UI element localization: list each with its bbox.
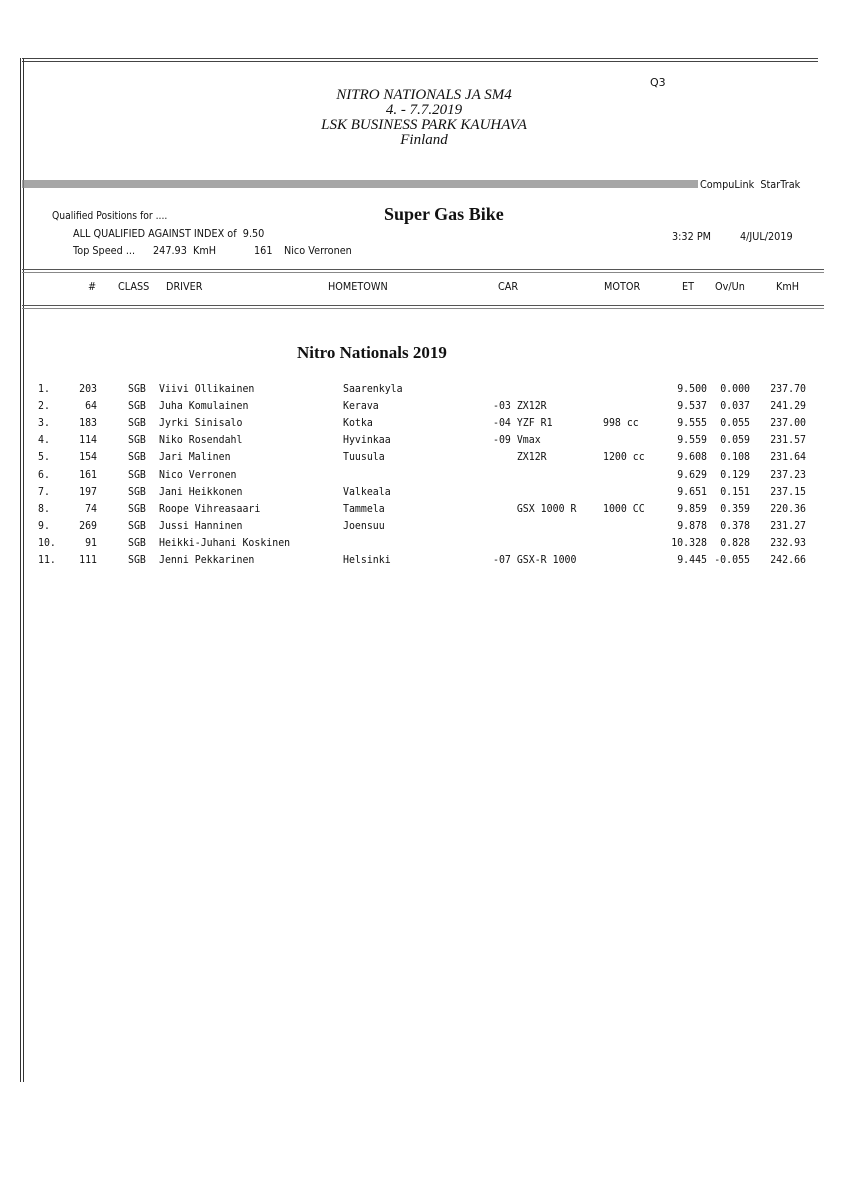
cell-car-number: 74 [85, 501, 97, 515]
table-row [0, 485, 848, 502]
header-top-rule [22, 269, 824, 273]
cell-car: GSX 1000 R [493, 501, 577, 515]
cell-hometown: Helsinki [343, 553, 391, 566]
top-speed-number: 161 [254, 244, 273, 257]
top-speed-value: 247.93 KmH [153, 244, 217, 257]
cell-et: 9.537 [677, 399, 707, 413]
cell-kmh: 231.27 [770, 518, 806, 532]
report-time: 3:32 PM [672, 230, 712, 243]
cell-kmh: 232.93 [770, 535, 806, 549]
cell-driver: Niko Rosendahl [159, 433, 243, 447]
table-row [0, 399, 848, 416]
cell-car: -09 Vmax [493, 433, 541, 447]
cell-kmh: 231.64 [770, 450, 806, 464]
event-country: Finland [400, 132, 448, 148]
cell-car-number: 197 [79, 484, 97, 498]
cell-kmh: 220.36 [770, 501, 806, 515]
cell-et: 9.629 [677, 467, 707, 481]
cell-hometown: Tuusula [343, 450, 385, 464]
cell-car-number: 161 [79, 467, 97, 481]
cell-kmh: 231.57 [770, 433, 806, 447]
index-line: ALL QUALIFIED AGAINST INDEX of 9.50 [73, 227, 265, 240]
table-row [0, 468, 848, 485]
cell-et: 9.878 [677, 518, 707, 532]
cell-et: 9.445 [677, 553, 707, 566]
cell-kmh: 241.29 [770, 399, 806, 413]
cell-hometown: Valkeala [343, 484, 391, 498]
event-name: NITRO NATIONALS JA SM4 [336, 87, 512, 103]
cell-hometown: Kerava [343, 399, 379, 413]
top-border [22, 58, 818, 62]
cell-position: 10. [38, 535, 56, 549]
cell-class: SGB [128, 450, 146, 464]
cell-class: SGB [128, 382, 146, 395]
cell-et: 9.608 [677, 450, 707, 464]
cell-et: 9.500 [677, 382, 707, 395]
cell-position: 3. [38, 416, 50, 430]
cell-hometown: Tammela [343, 501, 385, 515]
header-bottom-rule [22, 305, 824, 309]
cell-car: ZX12R [493, 450, 547, 464]
event-venue: LSK BUSINESS PARK KAUHAVA [321, 117, 527, 133]
cell-car-number: 114 [79, 433, 97, 447]
class-title: Super Gas Bike [384, 204, 504, 224]
cell-car-number: 203 [79, 382, 97, 395]
cell-kmh: 237.23 [770, 467, 806, 481]
col-header-car: CAR [498, 280, 519, 293]
cell-ov-un: 0.108 [720, 450, 750, 464]
cell-driver: Jenni Pekkarinen [159, 553, 255, 566]
dotted-separator [22, 180, 698, 188]
col-header-num: # [88, 280, 97, 293]
cell-car-number: 91 [85, 535, 97, 549]
cell-kmh: 237.15 [770, 484, 806, 498]
col-header-ovun: Ov/Un [715, 280, 745, 293]
cell-driver: Jyrki Sinisalo [159, 416, 243, 430]
system-label: CompuLink StarTrak [700, 178, 801, 191]
left-border [20, 58, 24, 1082]
cell-ov-un: 0.828 [720, 535, 750, 549]
cell-position: 6. [38, 467, 50, 481]
results-subtitle: Nitro Nationals 2019 [297, 343, 447, 362]
cell-driver: Heikki-Juhani Koskinen [159, 535, 291, 549]
cell-kmh: 237.00 [770, 416, 806, 430]
table-row [0, 433, 848, 450]
cell-class: SGB [128, 433, 146, 447]
cell-car-number: 111 [79, 553, 97, 566]
cell-car-number: 183 [79, 416, 97, 430]
cell-ov-un: 0.129 [720, 467, 750, 481]
cell-ov-un: 0.055 [720, 416, 750, 430]
table-row [0, 382, 848, 399]
table-row [0, 536, 848, 553]
cell-position: 4. [38, 433, 50, 447]
cell-ov-un: 0.000 [720, 382, 750, 395]
report-date: 4/JUL/2019 [740, 230, 793, 243]
cell-ov-un: 0.359 [720, 501, 750, 515]
cell-et: 9.651 [677, 484, 707, 498]
cell-motor: 1000 CC [603, 501, 645, 515]
col-header-class: CLASS [118, 280, 150, 293]
cell-position: 1. [38, 382, 50, 395]
cell-kmh: 237.70 [770, 382, 806, 395]
session-label: Q3 [650, 76, 666, 89]
cell-driver: Jani Heikkonen [159, 484, 243, 498]
cell-class: SGB [128, 553, 146, 566]
cell-class: SGB [128, 399, 146, 413]
cell-driver: Viivi Ollikainen [159, 382, 255, 395]
cell-class: SGB [128, 416, 146, 430]
cell-hometown: Joensuu [343, 518, 385, 532]
top-speed-label: Top Speed ... [73, 244, 136, 257]
cell-et: 10.328 [671, 535, 707, 549]
cell-position: 11. [38, 553, 56, 566]
cell-position: 2. [38, 399, 50, 413]
cell-ov-un: 0.059 [720, 433, 750, 447]
table-row [0, 450, 848, 467]
cell-car: -04 YZF R1 [493, 416, 553, 430]
cell-position: 5. [38, 450, 50, 464]
cell-position: 9. [38, 518, 50, 532]
cell-driver: Jussi Hanninen [159, 518, 243, 532]
event-dates: 4. - 7.7.2019 [385, 102, 463, 118]
cell-driver: Nico Verronen [159, 467, 237, 481]
top-speed-driver: Nico Verronen [284, 244, 352, 257]
cell-class: SGB [128, 518, 146, 532]
cell-ov-un: 0.037 [720, 399, 750, 413]
cell-et: 9.559 [677, 433, 707, 447]
cell-ov-un: 0.151 [720, 484, 750, 498]
col-header-kmh: KmH [776, 280, 800, 293]
table-row [0, 553, 848, 570]
cell-driver: Roope Vihreasaari [159, 501, 261, 515]
cell-motor: 1200 cc [603, 450, 645, 464]
table-row [0, 519, 848, 536]
cell-hometown: Hyvinkaa [343, 433, 391, 447]
cell-class: SGB [128, 467, 146, 481]
cell-ov-un: 0.378 [720, 518, 750, 532]
cell-class: SGB [128, 484, 146, 498]
cell-car-number: 269 [79, 518, 97, 532]
cell-car-number: 154 [79, 450, 97, 464]
cell-driver: Juha Komulainen [159, 399, 249, 413]
cell-hometown: Saarenkyla [343, 382, 403, 395]
cell-driver: Jari Malinen [159, 450, 231, 464]
col-header-motor: MOTOR [604, 280, 641, 293]
cell-hometown: Kotka [343, 416, 373, 430]
cell-car: -07 GSX-R 1000 [493, 553, 577, 566]
col-header-et: ET [682, 280, 695, 293]
cell-class: SGB [128, 501, 146, 515]
cell-ov-un: -0.055 [714, 553, 750, 566]
table-row [0, 502, 848, 519]
cell-et: 9.859 [677, 501, 707, 515]
cell-kmh: 242.66 [770, 553, 806, 566]
cell-class: SGB [128, 535, 146, 549]
cell-car-number: 64 [85, 399, 97, 413]
cell-position: 7. [38, 484, 50, 498]
cell-position: 8. [38, 501, 50, 515]
cell-car: -03 ZX12R [493, 399, 547, 413]
cell-motor: 998 cc [603, 416, 639, 430]
cell-et: 9.555 [677, 416, 707, 430]
col-header-hometown: HOMETOWN [328, 280, 388, 293]
qualified-label: Qualified Positions for .... [52, 210, 168, 222]
table-row [0, 416, 848, 433]
col-header-driver: DRIVER [166, 280, 203, 293]
